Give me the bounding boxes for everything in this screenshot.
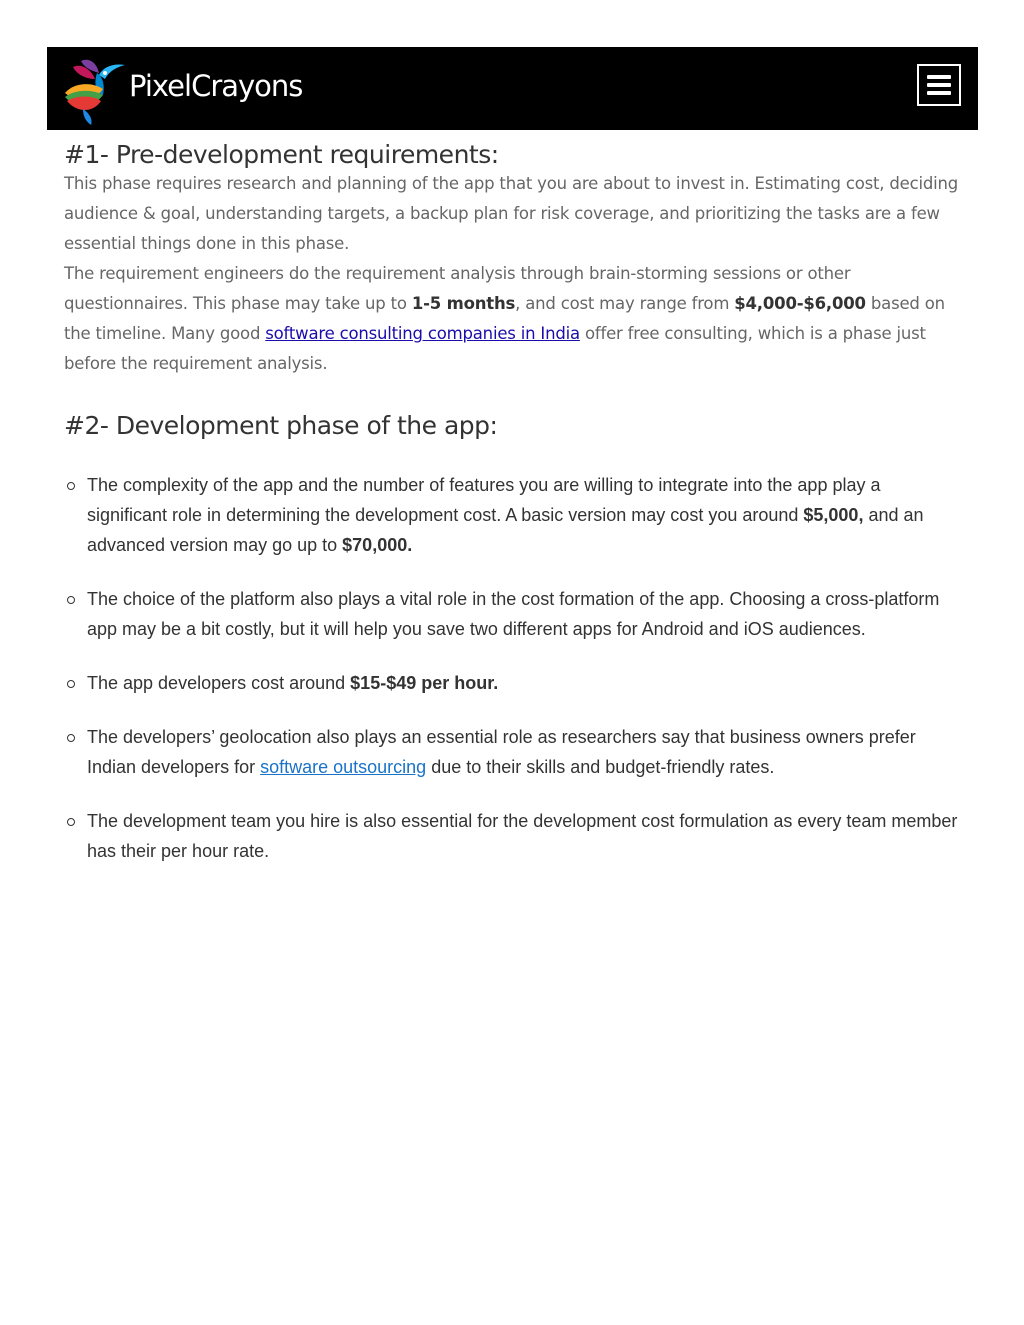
software-outsourcing-link[interactable]: software outsourcing — [260, 757, 427, 777]
basic-cost-highlight: $5,000, — [803, 505, 864, 525]
software-consulting-link[interactable]: software consulting companies in India — [265, 324, 580, 343]
section1-paragraph1: This phase requires research and planning of the app that you are about to invest in. Estimating cost, deciding audience & goal, understanding targets, a backup plan for risk coverage, and prioritizing the tasks are a few essential things done in this phase. — [64, 174, 959, 253]
hamburger-menu-button[interactable] — [917, 64, 961, 106]
section1-heading: #1- Pre-development requirements: — [64, 140, 499, 169]
list-item-text: The developers’ geolocation also plays an essential role as researchers say that business owners prefer Indian developers for — [87, 727, 916, 777]
list-item-text: due to their skills and budget-friendly rates. — [426, 757, 775, 777]
section2-heading: #2- Development phase of the app: — [64, 411, 498, 440]
list-item-text: The complexity of the app and the number of features you are willing to integrate into the app play a significant role in determining the development cost. A basic version may cost you around — [87, 475, 881, 525]
list-item — [64, 470, 960, 560]
list-item-text: The app developers cost around — [87, 673, 351, 693]
duration-highlight: 1-5 months — [411, 294, 516, 313]
development-factors-list — [64, 470, 960, 866]
list-item-text: and an advanced version may go up to — [87, 505, 924, 555]
hamburger-menu-icon-bar — [927, 91, 951, 95]
list-item — [64, 668, 960, 698]
advanced-cost-highlight: $70,000. — [342, 535, 413, 555]
hourly-rate-highlight: $15-$49 per hour. — [350, 673, 499, 693]
paragraph-text: based on the timeline. Many good — [64, 294, 945, 343]
cost-highlight: $4,000-$6,000 — [734, 294, 866, 313]
list-item — [64, 722, 960, 782]
paragraph-text: offer free consulting, which is a phase just before the requirement analysis. — [64, 324, 926, 373]
brand-name: PixelCrayons — [129, 69, 303, 103]
article-content — [64, 130, 960, 890]
hamburger-menu-icon-bar — [927, 83, 951, 87]
paragraph-text: , and cost may range from — [515, 294, 735, 313]
brand-logo[interactable] — [63, 53, 302, 125]
site-header — [47, 47, 978, 130]
hamburger-menu-icon-bar — [927, 75, 951, 79]
list-item: The development team you hire is also essential for the development cost formulation as every team member has their per hour rate. — [64, 806, 960, 866]
section1-paragraph2 — [64, 259, 960, 379]
list-item: The choice of the platform also plays a vital role in the cost formation of the app. Choosing a cross-platform app may be a bit costly, but it will help you save two different apps for Android and iOS audiences. — [64, 584, 960, 644]
paragraph-text: The requirement engineers do the requirement analysis through brain-storming sessions or other questionnaires. This phase may take up to — [64, 264, 851, 313]
hummingbird-logo-icon — [63, 53, 127, 125]
